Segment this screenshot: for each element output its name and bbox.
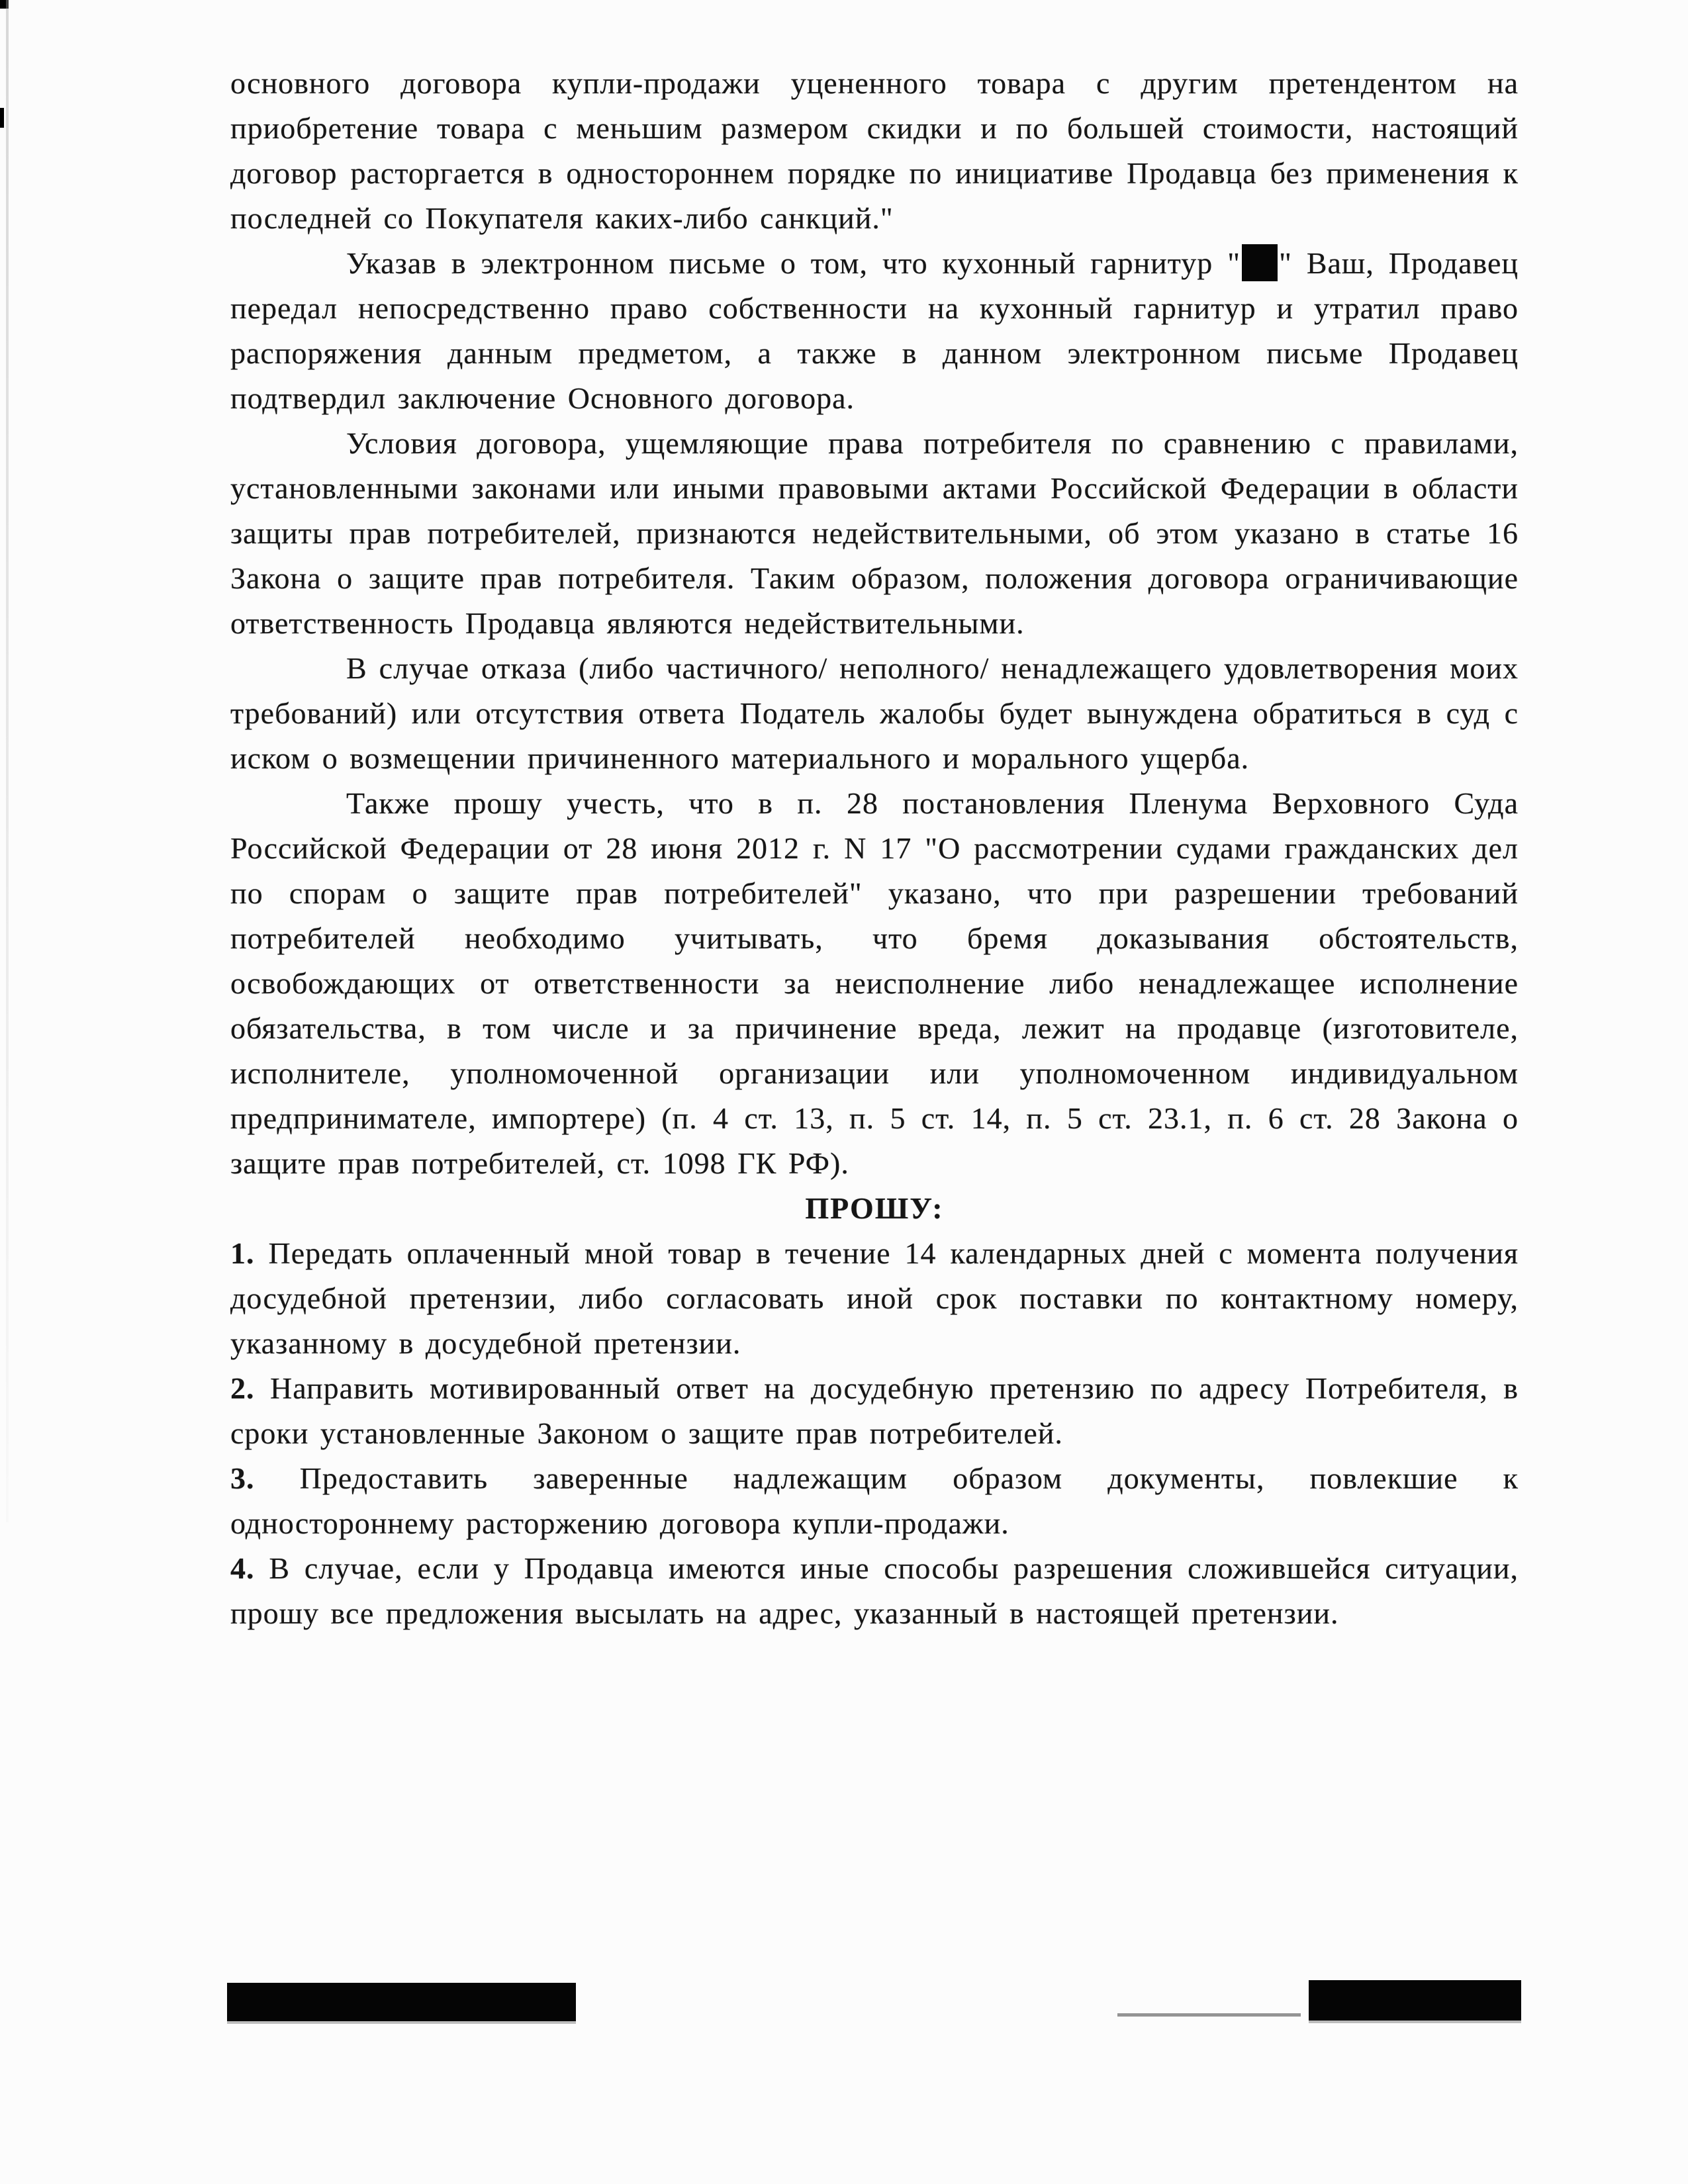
paragraph-email-statement-before: Указав в электронном письме о том, что кухонный гарнитур " [346,246,1241,280]
paragraph-email-statement-after: " Ваш, Продавец передал непосредственно право собственности на кухонный гарнитур и утратил право распоряжения данным предметом, а также в данном электронном письме Продавец подтвердил заключение Основного договора. [230,246,1519,415]
request-item-3-number: 3. [230,1461,255,1495]
request-item-1-number: 1. [230,1236,255,1270]
section-heading-proshu: ПРОШУ: [805,1191,944,1225]
paragraph-plenum-ruling: Также прошу учесть, что в п. 28 постановления Пленума Верховного Суда Российской Федерации от 28 июня 2012 г. N 17 "О рассмотрении судами гражданских дел по спорам о защите прав потребителей" указано, что при разрешении требований потребителей необходимо учитывать, что бремя доказывания обстоятельств, освобождающих от ответственности за неисполнение либо ненадлежащее исполнение обязательства, в том числе и за причинение вреда, лежит на продавце (изготовителе, исполнителе, уполномоченной организации или уполномоченном индивидуальном предпринимателе, импортере) (п. 4 ст. 13, п. 5 ст. 14, п. 5 ст. 23.1, п. 6 ст. 28 Закона о защите прав потребителей, ст. 1098 ГК РФ). [230,786,1519,1180]
request-item-1-text: Передать оплаченный мной товар в течение 14 календарных дней с момента получения досудебной претензии, либо согласовать иной срок поставки по контактному номеру, указанному в досудебной претензии. [230,1236,1519,1360]
request-item-2-number: 2. [230,1371,255,1405]
request-item-4-number: 4. [230,1551,255,1585]
request-item-4 [230,1546,1519,1636]
request-item-1 [230,1231,1519,1366]
redaction-bar-signature-left [227,1983,576,2021]
scan-streak-left [6,0,9,1522]
request-item-3-text: Предоставить заверенные надлежащим образом документы, повлекшие к одностороннему расторжению договора купли-продажи. [230,1461,1519,1540]
document-text [230,61,1519,1636]
request-item-4-text: В случае, если у Продавца имеются иные способы разрешения сложившейся ситуации, прошу все предложения высылать на адрес, указанный в настоящей претензии. [230,1551,1519,1630]
paragraph-contract-termination: основного договора купли-продажи уцененного товара с другим претендентом на приобретение товара с меньшим размером скидки и по большей стоимости, настоящий договор расторгается в одностороннем порядке по инициативе Продавца без применения к последней со Покупателя каких-либо санкций." [230,66,1519,235]
request-list [230,1231,1519,1636]
paragraph-email-statement [230,241,1519,421]
paragraph-court-warning: В случае отказа (либо частичного/ неполного/ ненадлежащего удовлетворения моих требований) или отсутствия ответа Податель жалобы будет вынуждена обратиться в суд с иском о возмещении причиненного материального и морального ущерба. [230,651,1519,775]
redaction-box-product-name [1242,244,1278,281]
signature-line [1117,2013,1301,2017]
request-item-2-text: Направить мотивированный ответ на досудебную претензию по адресу Потребителя, в сроки установленные Законом о защите прав потребителей. [230,1371,1519,1450]
request-item-3 [230,1456,1519,1546]
redaction-bar-signature-right [1309,1980,1521,2021]
paragraph-invalid-terms: Условия договора, ущемляющие права потребителя по сравнению с правилами, установленными законами или иными правовыми актами Российской Федерации в области защиты прав потребителей, признаются недействительными, об этом указано в статье 16 Закона о защите прав потребителя. Таким образом, положения договора ограничивающие ответственность Продавца являются недействительными. [230,426,1519,640]
scan-artifact-edge-tick [0,108,4,128]
request-item-2 [230,1366,1519,1456]
